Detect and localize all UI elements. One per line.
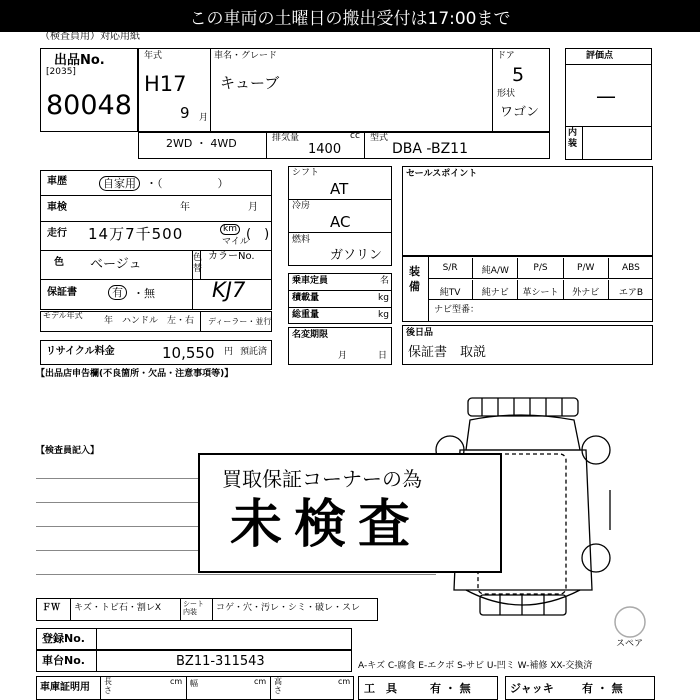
later-items-value: 保証書 取説 [408,345,487,360]
model-value: DBA -BZ11 [392,141,468,157]
score-value: — [596,84,616,108]
equipment-row-2 [428,280,653,300]
year-label: 年式 [144,51,163,61]
mileage-value: 14万7千500 [88,225,184,243]
form-header: （検査員用）対応用紙 [40,31,140,42]
lot-code: [2035] [46,67,76,77]
equipment-item: 純ナビ [473,280,518,300]
stamp-line2: 未検査 [230,495,423,555]
equipment-item: 革シート [518,280,563,300]
saturday-notice-banner: この車両の土曜日の搬出受付は17:00まで [0,0,700,32]
equipment-item: 外ナビ [564,280,609,300]
spare-label: スペア [616,639,644,649]
car-name: キューブ [220,74,280,92]
lot-number: 80048 [46,90,132,121]
inspector-notes-heading: 【検査員記入】 [36,446,100,456]
shape-label: 形状 [497,89,516,99]
color-value: ベージュ [90,257,142,272]
score-label: 評価点 [586,51,614,61]
equipment-item: P/W [564,258,609,278]
chassis-value: BZ11-311543 [176,654,265,669]
color-code: KJ7 [212,278,246,302]
year-value: H17 [144,72,187,96]
damage-legend: A-キズ C-腐食 E-エクボ S-サビ U-凹ミ W-補修 XX-交換済 [358,661,593,671]
equipment-label: 装備 [409,265,420,294]
seat-value: コゲ・穴・汚レ・シミ・破レ・スレ [216,603,361,613]
equipment-row-1 [428,258,653,278]
history-value: 自家用 [99,176,140,191]
equipment-item: S/R [428,258,473,278]
year-month: 9 [180,104,190,122]
spare-tire-icon [612,604,648,640]
shift-value: AT [330,180,349,198]
fw-value: キズ・トビ石・割レX [74,603,161,613]
interior-label: 内装 [568,128,578,149]
sales-point-box [402,166,653,256]
seller-notes-heading: 【出品店申告欄(不良箇所・欠品・注意事項等)】 [36,369,234,379]
displacement-value: 1400 [308,142,342,157]
warranty-yes: 有 [108,285,127,300]
recycle-value: 10,550 [162,344,215,362]
door-label: ドア [497,51,515,61]
fuel-value: ガソリン [330,248,383,263]
equipment-item: P/S [518,258,563,278]
drive-type: 2WD ・ 4WD [166,137,237,150]
door-value: 5 [512,64,525,86]
not-inspected-stamp [198,453,502,573]
equipment-item: エアB [618,288,643,298]
ac-value: AC [330,213,351,231]
equipment-item: 純A/W [473,258,518,278]
stamp-line1: 買取保証コーナーの為 [222,467,422,491]
lot-label: 出品No. [54,53,105,68]
equipment-item: 純TV [428,280,473,300]
car-label: 車名・グレード [214,51,278,61]
shape-value: ワゴン [500,105,540,120]
equipment-item: ABS [621,263,640,273]
